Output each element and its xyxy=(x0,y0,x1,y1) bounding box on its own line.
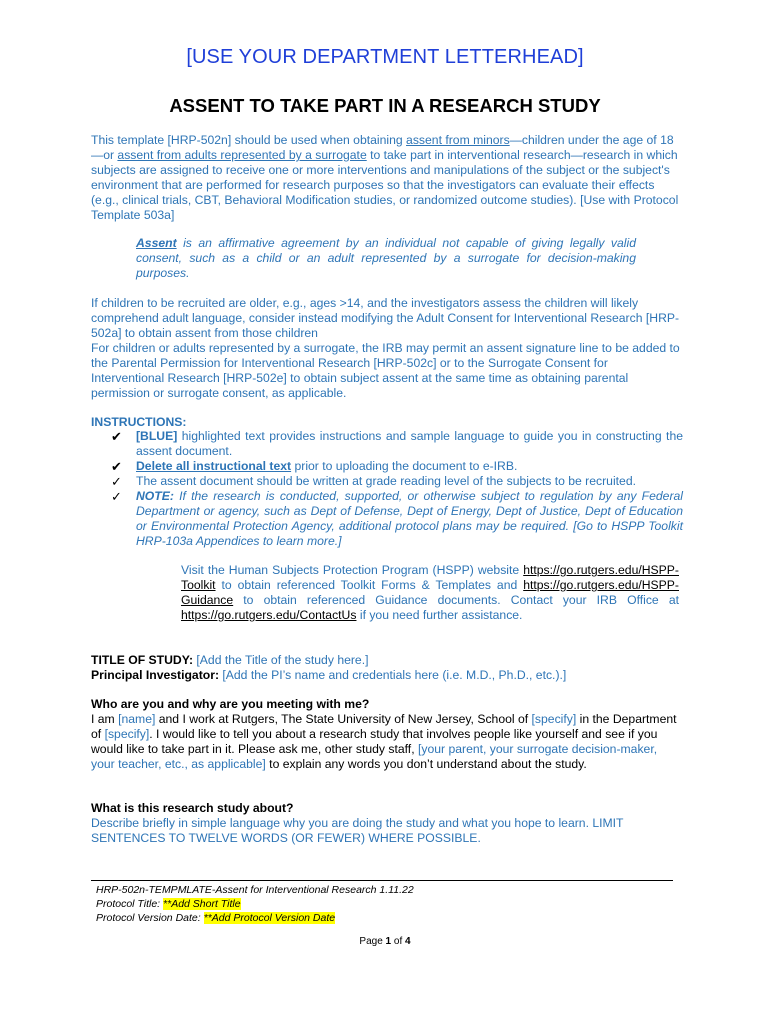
who-text: . I would like to tell you about a research study that involves people like yourself and see if you would like to take part in it. Please ask me, other study staff, xyxy=(91,727,658,756)
surrogate-paragraph: For children or adults represented by a surrogate, the IRB may permit an assent signature line to be added to the Parental Permission for Interventional Research [HRP-502c] or to the Surrogate Consent for Interventional Research [HRP-502e] to obtain subject assent at the same time as obtaining parental permission or surrogate consent, as applicable. xyxy=(91,341,680,400)
definition-text: is an affirmative agreement by an individual not capable of giving legally valid consent, such as a child or an adult represented by a surrogate for decision-making purposes. xyxy=(136,236,636,280)
instruction-item xyxy=(108,429,683,459)
footer-title-label: Protocol Title: xyxy=(96,898,164,910)
checkmark-icon: ✓ xyxy=(111,489,122,504)
intro-text-1: This template [HRP-502n] should be used when obtaining xyxy=(91,133,407,147)
who-paragraph xyxy=(91,712,681,772)
instruction-item xyxy=(108,474,683,489)
hspp-text-3: to obtain referenced Guidance documents. Contact your IRB Office at xyxy=(233,593,679,607)
checkmark-icon: ✓ xyxy=(111,474,122,489)
intro-paragraph xyxy=(91,133,681,223)
hspp-text-1: Visit the Human Subjects Protection Program (HSPP) website xyxy=(181,563,524,577)
instruction-bold: Delete all instructional text xyxy=(136,459,292,473)
instruction-item xyxy=(108,459,683,474)
who-text: in the Department of xyxy=(91,712,677,741)
document-title: ASSENT TO TAKE PART IN A RESEARCH STUDY xyxy=(169,95,601,116)
page-number xyxy=(0,936,770,947)
instructions-heading: INSTRUCTIONS: xyxy=(91,415,187,429)
footer xyxy=(96,883,414,925)
study-title-label: TITLE OF STUDY: xyxy=(91,653,194,667)
checkmark-icon: ✔ xyxy=(111,429,122,444)
assent-from-minors-link[interactable]: assent from minors xyxy=(406,133,510,147)
footer-divider xyxy=(91,880,673,881)
hspp-guidance-link[interactable]: https://go.rutgers.edu/HSPP-Guidance xyxy=(181,578,679,607)
pi-value: [Add the PI’s name and credentials here (i.e. M.D., Ph.D., etc.).] xyxy=(219,668,567,682)
footer-protocol-version xyxy=(96,911,414,925)
pi-label: Principal Investigator: xyxy=(91,668,219,682)
footer-title-value: **Add Short Title xyxy=(163,898,241,910)
hspp-text-2: to obtain referenced Toolkit Forms & Templates and xyxy=(215,578,524,592)
who-placeholder: [specify] xyxy=(104,727,150,741)
who-text: I am xyxy=(91,712,119,726)
footer-template-id: HRP-502n-TEMPMLATE-Assent for Interventional Research 1.11.22 xyxy=(96,884,414,896)
instruction-text: highlighted text provides instructions and sample language to guide you in constructing the assent document. xyxy=(136,429,683,458)
who-text: and I work at Rutgers, The State University of New Jersey, School of xyxy=(155,712,532,726)
study-title-line xyxy=(91,653,681,668)
hspp-paragraph xyxy=(181,563,679,623)
instruction-bold: NOTE: xyxy=(136,489,174,503)
intro-text-2: —children under the age of 18—or xyxy=(91,133,674,162)
letterhead-placeholder: [USE YOUR DEPARTMENT LETTERHEAD] xyxy=(186,46,584,68)
checkmark-icon: ✔ xyxy=(111,459,122,474)
study-title-value: [Add the Title of the study here.] xyxy=(193,653,369,667)
instructions-list xyxy=(108,429,683,549)
definition-term: Assent xyxy=(136,236,177,250)
who-placeholder: [specify] xyxy=(531,712,577,726)
who-placeholder: [name] xyxy=(118,712,156,726)
page-current: 1 xyxy=(385,936,392,947)
instruction-text: If the research is conducted, supported, or otherwise subject to regulation by any Federal Department or agency, such as Dept of Defense, Dept of Energy, Dept of Justice, Dept of Education or Environmental Protection Agency, additional protocol plans may be required. [Go to HSPP Toolkit HRP-103a Appendices to learn more.] xyxy=(136,489,683,548)
who-heading: Who are you and why are you meeting with me? xyxy=(91,697,370,711)
who-placeholder: [your parent, your surrogate decision-maker, your teacher, etc., as applicable] xyxy=(91,742,658,771)
principal-investigator-line xyxy=(91,668,681,683)
older-children-paragraph: If children to be recruited are older, e.g., ages >14, and the investigators assess the children will likely comprehend adult language, consider instead modifying the Adult Consent for Interventional Research [HRP-502a] to obtain assent from those children xyxy=(91,296,680,340)
instruction-text: prior to uploading the document to e-IRB. xyxy=(291,459,518,473)
footer-version-label: Protocol Version Date: xyxy=(96,912,204,924)
hspp-toolkit-link[interactable]: https://go.rutgers.edu/HSPP-Toolkit xyxy=(181,563,679,592)
footer-protocol-title xyxy=(96,897,414,911)
instruction-bold: [BLUE] xyxy=(136,429,178,443)
footer-version-value: **Add Protocol Version Date xyxy=(203,912,336,924)
assent-definition xyxy=(136,236,636,281)
page-sep: of xyxy=(391,936,406,947)
about-heading: What is this research study about? xyxy=(91,801,294,815)
assent-from-adults-link[interactable]: assent from adults represented by a surrogate xyxy=(117,148,367,162)
about-paragraph: Describe briefly in simple language why you are doing the study and what you hope to learn. LIMIT SENTENCES TO TWELVE WORDS (OR FEWER) WHERE POSSIBLE. xyxy=(91,816,624,845)
intro-text-3: to take part in interventional research—research in which subjects are assigned to receive one or more interventions and manipulations of the subject or the subject's environment that are performed for research purposes so that the investigators can evaluate their effects (e.g., clinical trials, CBT, Behavioral Modification studies, or randomized outcome studies). [Use with Protocol Template 503a] xyxy=(91,148,679,222)
instruction-item xyxy=(108,489,683,549)
hspp-text-4: if you need further assistance. xyxy=(356,608,523,622)
contact-us-link[interactable]: https://go.rutgers.edu/ContactUs xyxy=(181,608,357,622)
who-text: to explain any words you don’t understand about the study. xyxy=(265,757,587,771)
instruction-text: The assent document should be written at grade reading level of the subjects to be recruited. xyxy=(136,474,636,488)
page-prefix: Page xyxy=(359,936,386,947)
page-total: 4 xyxy=(405,936,411,947)
